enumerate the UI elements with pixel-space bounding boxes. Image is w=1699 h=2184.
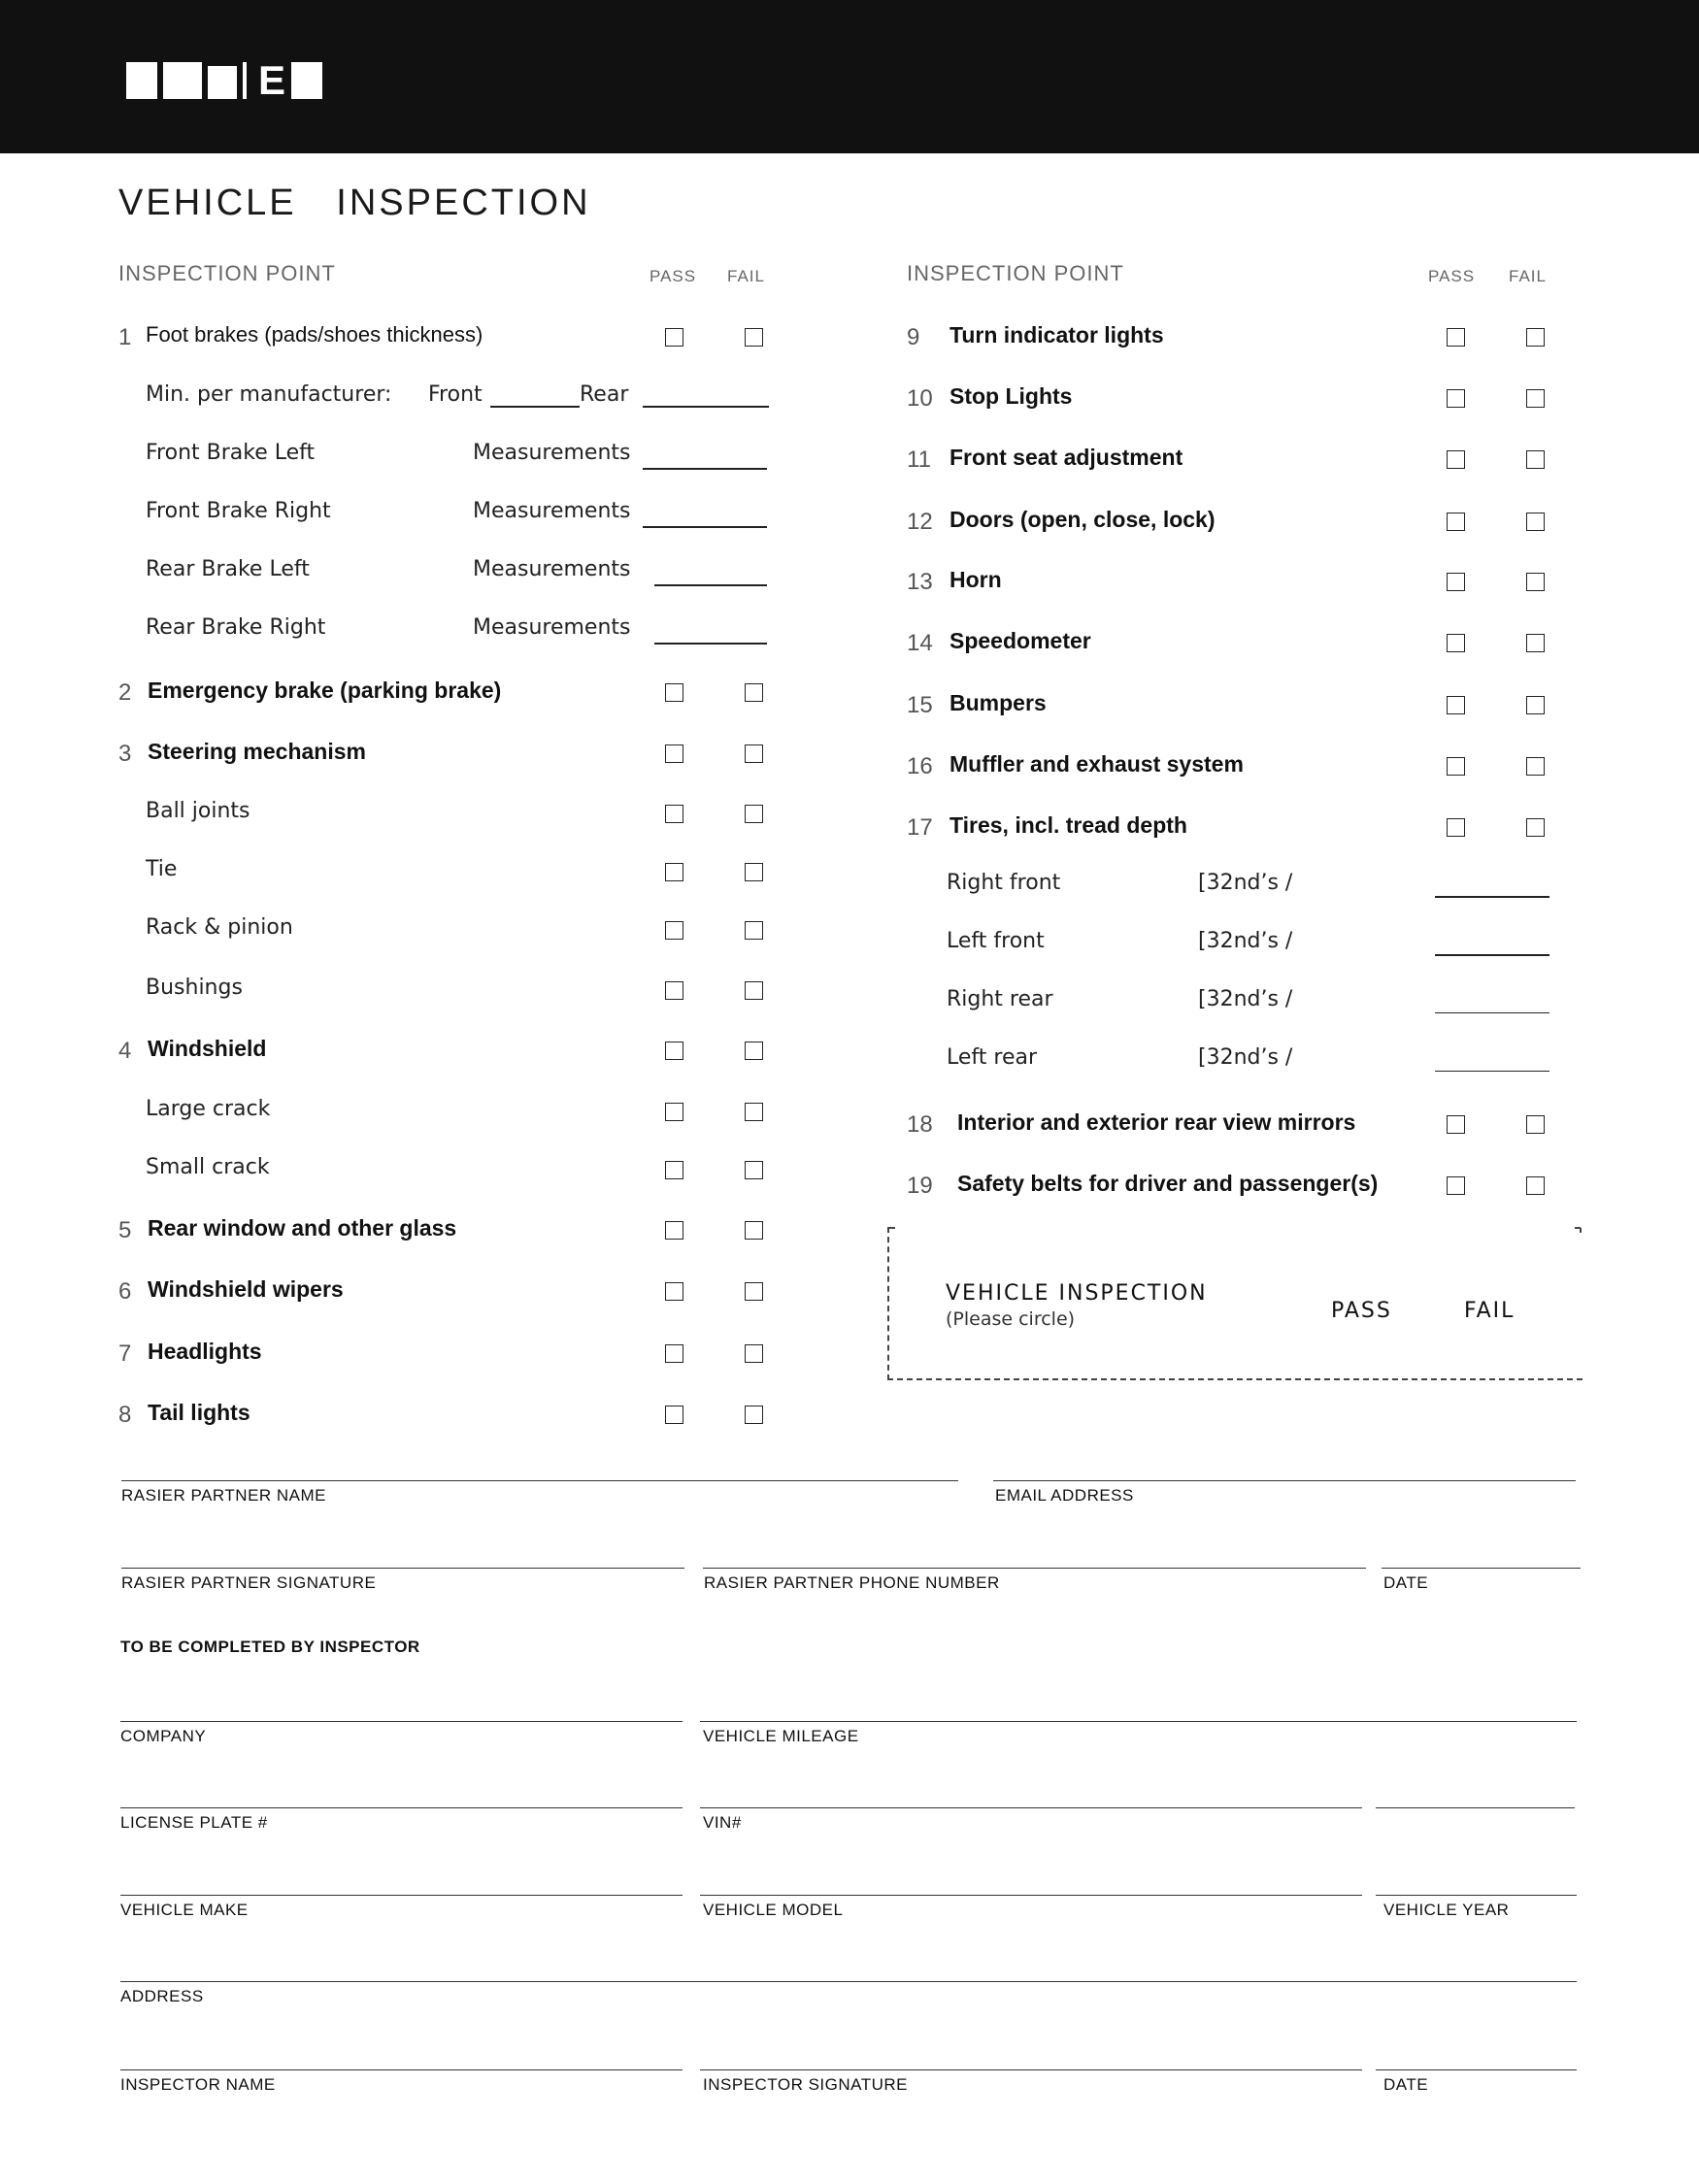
vin-extra-line[interactable]: [1376, 1807, 1575, 1808]
item-label-min-per-manufacturer: Min. per manufacturer:: [146, 382, 392, 407]
item-label-right-rear: Right rear: [947, 987, 1053, 1011]
item-number: 14: [907, 630, 933, 656]
model-label: VEHICLE MODEL: [703, 1901, 844, 1919]
item-label-bumpers: Bumpers: [949, 690, 1047, 715]
item-number: 12: [907, 509, 933, 535]
measurements-label: Measurements: [473, 499, 631, 523]
item-label-windshield: Windshield: [148, 1036, 267, 1061]
left-col-header-fail: FAIL: [727, 267, 765, 285]
item-number: 1: [118, 324, 132, 350]
item-label-tail-lights: Tail lights: [148, 1400, 250, 1425]
front-label: Front: [428, 382, 483, 407]
measurements-label: Measurements: [473, 557, 631, 581]
mileage-label: VEHICLE MILEAGE: [703, 1727, 859, 1745]
item-label-rear-brake-right: Rear Brake Right: [146, 615, 326, 640]
vin-label: VIN#: [703, 1813, 742, 1832]
item-number: 19: [907, 1173, 933, 1199]
inspector-name-label: INSPECTOR NAME: [120, 2075, 276, 2094]
partner-name-line[interactable]: [121, 1480, 958, 1481]
item-number: 4: [118, 1038, 132, 1064]
partner-signature-line[interactable]: [121, 1568, 684, 1569]
item-label-left-rear: Left rear: [947, 1045, 1038, 1070]
partner-phone-label: RASIER PARTNER PHONE NUMBER: [704, 1573, 1000, 1592]
item-label-tires-incl-tread-depth: Tires, incl. tread depth: [949, 812, 1187, 838]
item-label-turn-indicator-lights: Turn indicator lights: [949, 322, 1164, 347]
item-number: 10: [907, 385, 933, 412]
measurements-label: Measurements: [473, 441, 631, 465]
summary-title: VEHICLE INSPECTION: [946, 1281, 1208, 1306]
date-line-1[interactable]: [1382, 1568, 1581, 1569]
inspector-name-line[interactable]: [120, 2069, 683, 2070]
tread-unit-label: [32nd’s /: [1198, 1045, 1293, 1070]
tread-unit-label: [32nd’s /: [1198, 987, 1293, 1011]
item-label-horn: Horn: [949, 567, 1002, 592]
item-label-windshield-wipers: Windshield wipers: [148, 1276, 344, 1302]
right-col-header-fail: FAIL: [1509, 267, 1547, 285]
left-col-header-pass: PASS: [650, 267, 697, 285]
item-label-front-brake-right: Front Brake Right: [146, 499, 331, 523]
item-number: 15: [907, 692, 933, 718]
item-number: 3: [118, 741, 132, 767]
item-label-speedometer: Speedometer: [949, 628, 1091, 653]
address-line[interactable]: [120, 1981, 1577, 1982]
make-line[interactable]: [120, 1895, 683, 1896]
item-label-left-front: Left front: [947, 929, 1045, 953]
item-label-stop-lights: Stop Lights: [949, 383, 1073, 409]
model-line[interactable]: [700, 1895, 1362, 1896]
tread-unit-label: [32nd’s /: [1198, 871, 1293, 895]
partner-name-label: RASIER PARTNER NAME: [121, 1486, 327, 1505]
item-label-large-crack: Large crack: [146, 1097, 271, 1121]
item-label-right-front: Right front: [947, 871, 1061, 895]
inspector-signature-label: INSPECTOR SIGNATURE: [703, 2075, 909, 2094]
item-label-front-brake-left: Front Brake Left: [146, 441, 316, 465]
date-label-1: DATE: [1383, 1573, 1429, 1592]
item-number: 2: [118, 679, 132, 706]
logo-letter: E: [258, 57, 286, 103]
left-col-header-point: INSPECTION POINT: [118, 261, 336, 285]
company-line[interactable]: [120, 1721, 683, 1722]
item-number: 11: [907, 447, 931, 473]
item-label-rack-pinion: Rack & pinion: [146, 915, 293, 940]
item-label-front-seat-adjustment: Front seat adjustment: [949, 445, 1183, 470]
date-line-2[interactable]: [1376, 2069, 1577, 2070]
item-number: 9: [907, 324, 920, 350]
item-label-doors-open-close-lock: Doors (open, close, lock): [949, 507, 1216, 532]
item-label-emergency-brake-parking-brake: Emergency brake (parking brake): [148, 678, 502, 703]
inspector-section-header: TO BE COMPLETED BY INSPECTOR: [120, 1638, 420, 1656]
inspector-signature-line[interactable]: [700, 2069, 1362, 2070]
item-label-rear-brake-left: Rear Brake Left: [146, 557, 310, 581]
item-label-headlights: Headlights: [148, 1339, 262, 1364]
item-label-foot-brakes-pads-shoes-thickness: Foot brakes (pads/shoes thickness): [146, 322, 483, 347]
item-number: 17: [907, 814, 933, 841]
right-col-header-pass: PASS: [1428, 267, 1476, 285]
item-number: 18: [907, 1111, 933, 1138]
summary-fail-option[interactable]: FAIL: [1464, 1299, 1516, 1323]
item-number: 13: [907, 569, 933, 595]
vin-line[interactable]: [700, 1807, 1362, 1808]
rear-label: Rear: [580, 382, 629, 407]
item-label-steering-mechanism: Steering mechanism: [148, 739, 366, 764]
item-label-rear-window-and-other-glass: Rear window and other glass: [148, 1215, 457, 1241]
plate-label: LICENSE PLATE #: [120, 1813, 268, 1832]
item-number: 5: [118, 1217, 132, 1243]
make-label: VEHICLE MAKE: [120, 1901, 249, 1919]
measurements-label: Measurements: [473, 615, 631, 640]
right-col-header-point: INSPECTION POINT: [907, 261, 1124, 285]
item-number: 6: [118, 1278, 132, 1305]
email-label: EMAIL ADDRESS: [995, 1486, 1134, 1505]
date-label-2: DATE: [1383, 2075, 1429, 2094]
partner-signature-label: RASIER PARTNER SIGNATURE: [121, 1573, 377, 1592]
item-label-tie: Tie: [146, 857, 178, 881]
item-number: 7: [118, 1340, 132, 1367]
item-label-small-crack: Small crack: [146, 1155, 270, 1179]
plate-line[interactable]: [120, 1807, 683, 1808]
email-line[interactable]: [993, 1480, 1576, 1481]
tread-unit-label: [32nd’s /: [1198, 929, 1293, 953]
mileage-line[interactable]: [700, 1721, 1577, 1722]
item-label-safety-belts-for-driver-and-passenger-s: Safety belts for driver and passenger(s): [957, 1171, 1379, 1196]
item-label-ball-joints: Ball joints: [146, 799, 250, 823]
partner-phone-line[interactable]: [703, 1568, 1366, 1569]
year-line[interactable]: [1376, 1895, 1577, 1896]
item-number: 8: [118, 1402, 132, 1428]
summary-pass-option[interactable]: PASS: [1331, 1299, 1392, 1323]
year-label: VEHICLE YEAR: [1383, 1901, 1510, 1919]
address-label: ADDRESS: [120, 1987, 204, 2005]
item-label-muffler-and-exhaust-system: Muffler and exhaust system: [949, 751, 1244, 777]
item-label-interior-and-exterior-rear-view-mirrors: Interior and exterior rear view mirrors: [957, 1109, 1356, 1135]
page-title: VEHICLE INSPECTION: [118, 182, 591, 223]
company-label: COMPANY: [120, 1727, 207, 1745]
summary-subtitle: (Please circle): [946, 1308, 1076, 1330]
item-number: 16: [907, 753, 933, 779]
item-label-bushings: Bushings: [146, 976, 243, 1000]
